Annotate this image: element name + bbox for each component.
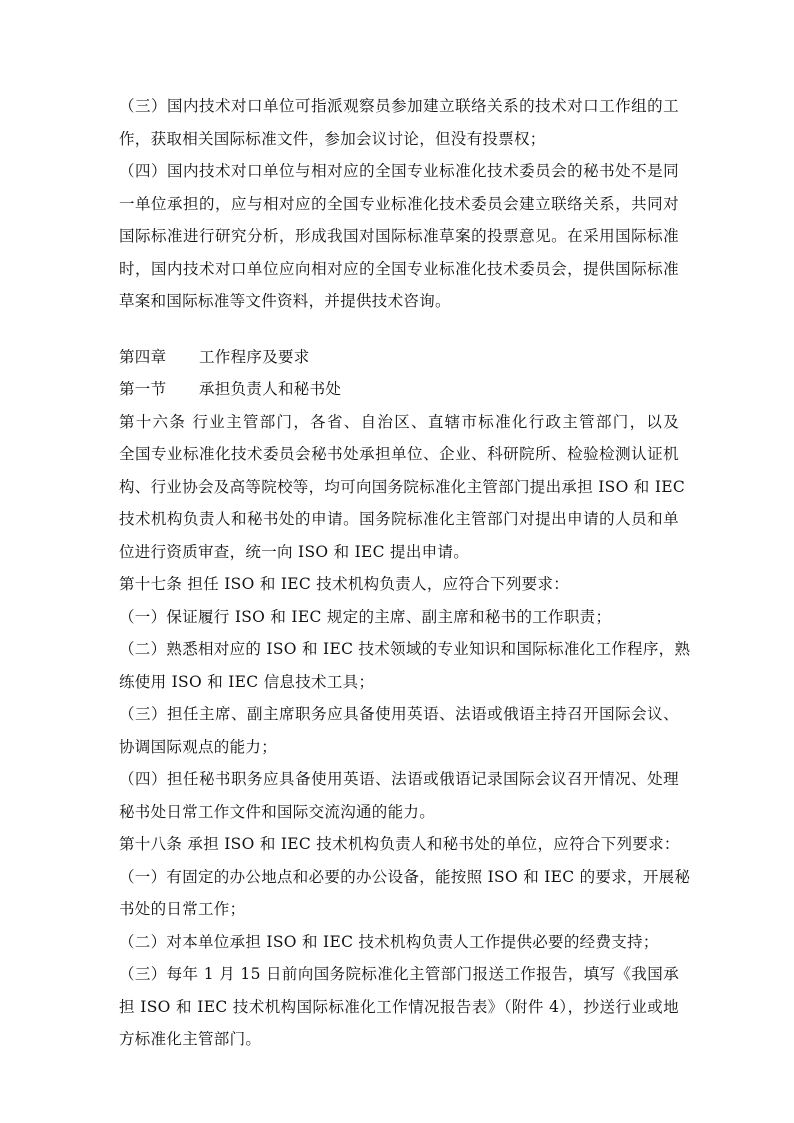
section-title: 承担负责人和秘书处: [199, 380, 342, 398]
text-line: 第十七条 担任 ISO 和 IEC 技术机构负责人，应符合下列要求：: [119, 575, 570, 593]
text-line: （一）有固定的办公地点和必要的办公设备，能按照 ISO 和 IEC 的要求，开展秘: [119, 867, 691, 886]
text-line: （二）对本单位承担 ISO 和 IEC 技术机构负责人工作提供必要的经费支持；: [119, 932, 659, 951]
text-line: （一）保证履行 ISO 和 IEC 规定的主席、副主席和秘书的工作职责；: [119, 607, 612, 626]
text-line: （四）担任秘书职务应具备使用英语、法语或俄语记录国际会议召开情况、处理: [119, 770, 679, 788]
text-line: 一单位承担的，应与相对应的全国专业标准化技术委员会建立联络关系，共同对: [119, 194, 679, 213]
text-line: 构、行业协会及高等院校等，均可向国务院标准化主管部门提出承担 ISO 和 IEC: [119, 477, 686, 496]
article-17: [119, 568, 691, 828]
chapter-heading: [119, 341, 679, 374]
text-line: 草案和国际标准等文件资料，并提供技术咨询。: [119, 292, 451, 310]
document-body: [119, 90, 691, 1056]
text-line: 秘书处日常工作文件和国际交流沟通的能力。: [119, 802, 436, 821]
text-line: （二）熟悉相对应的 ISO 和 IEC 技术领域的专业知识和国际标准化工作程序，熟: [119, 640, 691, 658]
text-line: 作，获取相关国际标准文件，参加会议讨论，但没有投票权；: [119, 129, 546, 148]
text-line: 国际标准进行研究分析，形成我国对国际标准草案的投票意见。在采用国际标准: [119, 227, 679, 245]
chapter-number: 第四章: [119, 347, 167, 366]
text-line: 第十六条 行业主管部门，各省、自治区、直辖市标准化行政主管部门，以及: [119, 412, 679, 431]
text-line: 位进行资质审查，统一向 ISO 和 IEC 提出申请。: [119, 542, 470, 561]
text-line: 技术机构负责人和秘书处的申请。国务院标准化主管部门对提出申请的人员和单: [119, 510, 679, 528]
text-line: （四）国内技术对口单位与相对应的全国专业标准化技术委员会的秘书处不是同: [119, 162, 679, 180]
text-line: 第十八条 承担 ISO 和 IEC 技术机构负责人和秘书处的单位，应符合下列要求：: [119, 835, 680, 853]
text-line: 时，国内技术对口单位应向相对应的全国专业标准化技术委员会，提供国际标准: [119, 259, 679, 278]
text-line: （三）每年 1 月 15 日前向国务院标准化主管部门报送工作报告，填写《我国承: [119, 965, 679, 983]
article-16: [119, 406, 686, 569]
paragraph-spacer: [119, 318, 679, 341]
chapter-title: 工作程序及要求: [199, 347, 310, 366]
text-line: 协调国际观点的能力；: [119, 737, 278, 756]
paragraph-liaison: [119, 155, 679, 318]
text-line: 书处的日常工作；: [119, 900, 246, 918]
paragraph-observer: [119, 90, 679, 155]
article-18: [119, 828, 691, 1056]
text-line: （三）担任主席、副主席职务应具备使用英语、法语或俄语主持召开国际会议、: [119, 705, 679, 723]
text-line: 练使用 ISO 和 IEC 信息技术工具；: [119, 672, 375, 691]
text-line: 全国专业标准化技术委员会秘书处承担单位、企业、科研院所、检验检测认证机: [119, 445, 679, 463]
text-line: 方标准化主管部门。: [119, 1030, 262, 1048]
section-heading: [119, 373, 679, 406]
text-line: 担 ISO 和 IEC 技术机构国际标准化工作情况报告表》（附件 4），抄送行业或地: [119, 997, 679, 1016]
text-line: （三）国内技术对口单位可指派观察员参加建立联络关系的技术对口工作组的工: [119, 97, 679, 115]
section-number: 第一节: [119, 380, 167, 398]
